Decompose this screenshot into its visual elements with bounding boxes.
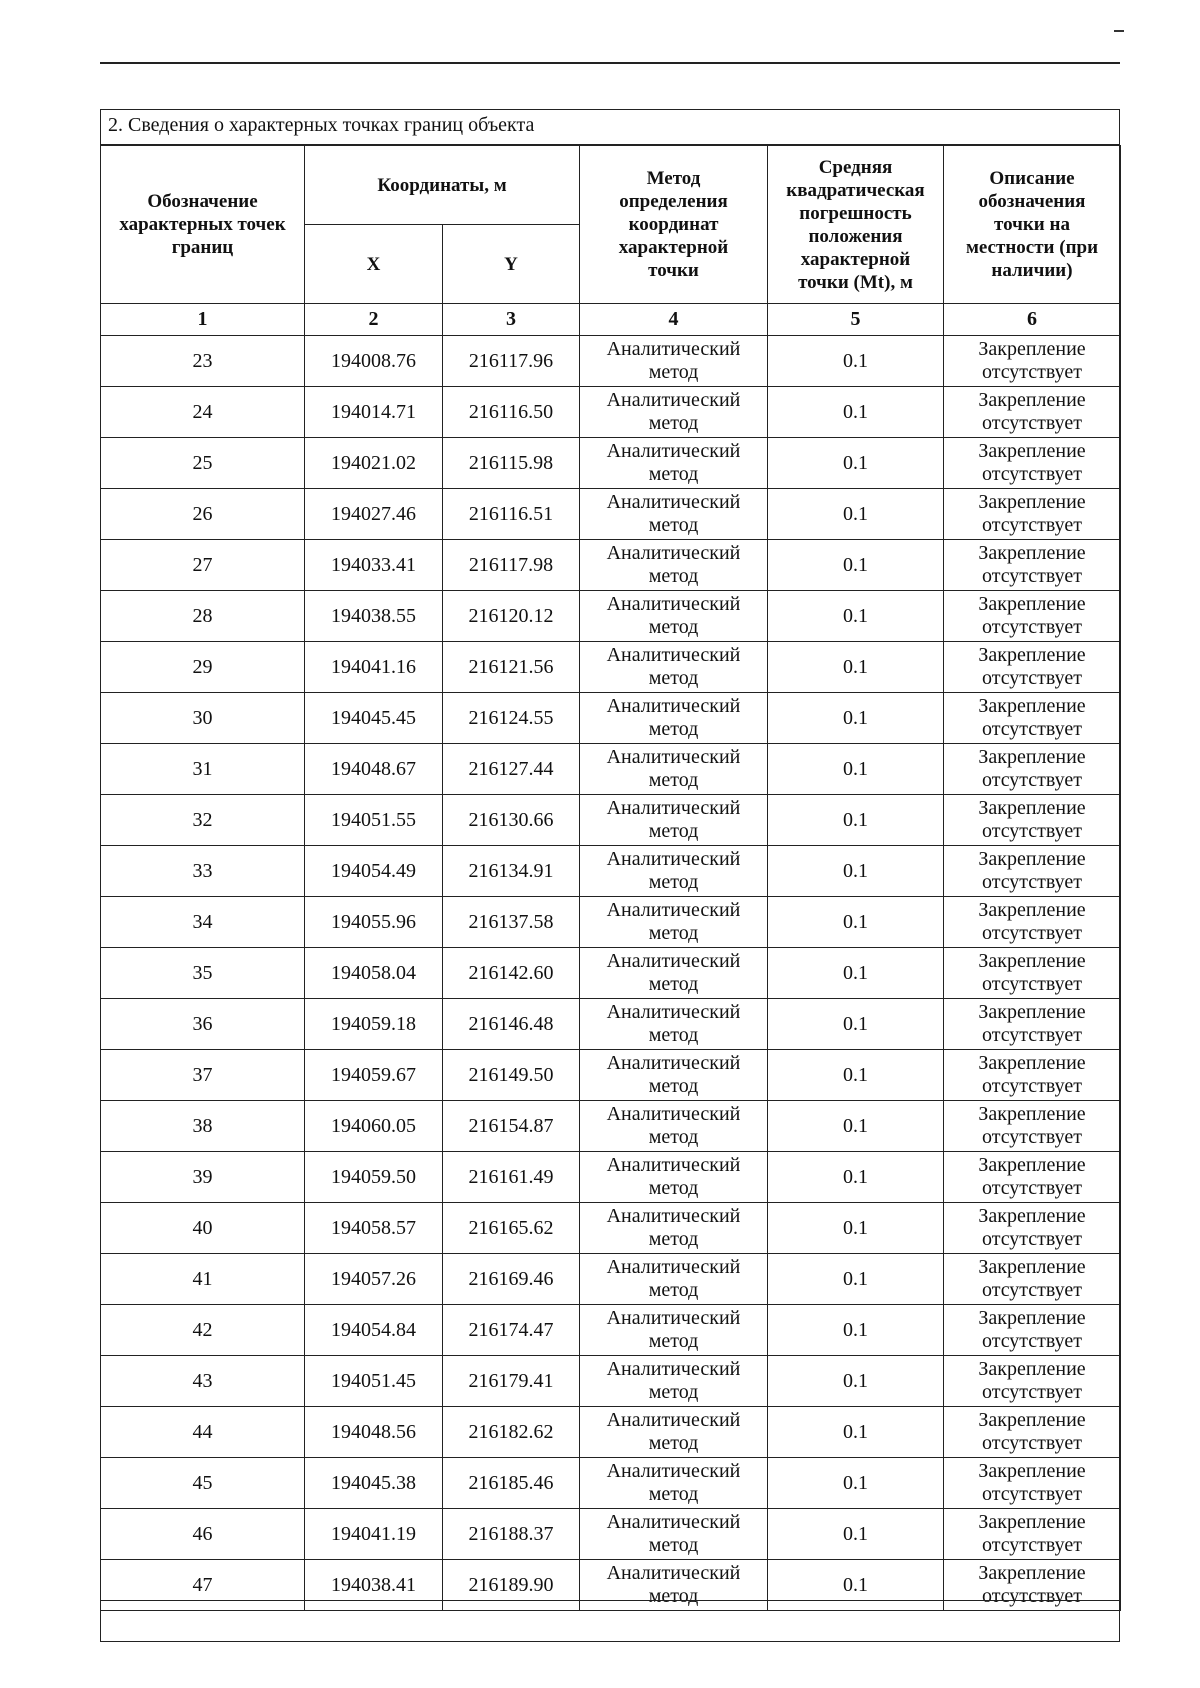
column-number: 6 bbox=[944, 304, 1121, 336]
point-id-cell: 45 bbox=[101, 1458, 305, 1509]
coord-x-cell: 194054.84 bbox=[305, 1305, 443, 1356]
top-rule bbox=[100, 62, 1120, 64]
mean-error-cell: 0.1 bbox=[768, 438, 944, 489]
column-number-row bbox=[101, 304, 1121, 336]
header-method: Метод определения координат характерной точки bbox=[580, 146, 768, 304]
point-id-cell: 43 bbox=[101, 1356, 305, 1407]
description-cell: Закрепление отсутствует bbox=[944, 1101, 1121, 1152]
description-cell: Закрепление отсутствует bbox=[944, 999, 1121, 1050]
coord-x-cell: 194027.46 bbox=[305, 489, 443, 540]
section-title: 2. Сведения о характерных точках границ объекта bbox=[100, 109, 1120, 145]
coord-x-cell: 194021.02 bbox=[305, 438, 443, 489]
point-id-cell: 28 bbox=[101, 591, 305, 642]
method-cell: Аналитический метод bbox=[580, 795, 768, 846]
mean-error-cell: 0.1 bbox=[768, 1458, 944, 1509]
mean-error-cell: 0.1 bbox=[768, 1254, 944, 1305]
method-cell: Аналитический метод bbox=[580, 336, 768, 387]
mean-error-cell: 0.1 bbox=[768, 1203, 944, 1254]
table-row bbox=[101, 1509, 1121, 1560]
description-cell: Закрепление отсутствует bbox=[944, 1152, 1121, 1203]
mean-error-cell: 0.1 bbox=[768, 1050, 944, 1101]
coord-y-cell: 216116.50 bbox=[443, 387, 580, 438]
coord-x-cell: 194041.19 bbox=[305, 1509, 443, 1560]
coord-x-cell: 194045.45 bbox=[305, 693, 443, 744]
table-row bbox=[101, 744, 1121, 795]
method-cell: Аналитический метод bbox=[580, 1101, 768, 1152]
coord-y-cell: 216169.46 bbox=[443, 1254, 580, 1305]
coord-y-cell: 216142.60 bbox=[443, 948, 580, 999]
method-cell: Аналитический метод bbox=[580, 1458, 768, 1509]
table-row bbox=[101, 336, 1121, 387]
description-cell: Закрепление отсутствует bbox=[944, 1050, 1121, 1101]
table-row bbox=[101, 591, 1121, 642]
description-cell: Закрепление отсутствует bbox=[944, 948, 1121, 999]
point-id-cell: 39 bbox=[101, 1152, 305, 1203]
point-id-cell: 30 bbox=[101, 693, 305, 744]
mean-error-cell: 0.1 bbox=[768, 1509, 944, 1560]
table-row bbox=[101, 693, 1121, 744]
point-id-cell: 33 bbox=[101, 846, 305, 897]
coord-y-cell: 216120.12 bbox=[443, 591, 580, 642]
coord-y-cell: 216174.47 bbox=[443, 1305, 580, 1356]
table-row bbox=[101, 1203, 1121, 1254]
mean-error-cell: 0.1 bbox=[768, 1407, 944, 1458]
coord-x-cell: 194038.41 bbox=[305, 1560, 443, 1611]
coord-y-cell: 216161.49 bbox=[443, 1152, 580, 1203]
point-id-cell: 31 bbox=[101, 744, 305, 795]
method-cell: Аналитический метод bbox=[580, 1407, 768, 1458]
description-cell: Закрепление отсутствует bbox=[944, 1203, 1121, 1254]
table-row bbox=[101, 540, 1121, 591]
coord-x-cell: 194033.41 bbox=[305, 540, 443, 591]
method-cell: Аналитический метод bbox=[580, 948, 768, 999]
coord-y-cell: 216134.91 bbox=[443, 846, 580, 897]
coord-x-cell: 194048.67 bbox=[305, 744, 443, 795]
description-cell: Закрепление отсутствует bbox=[944, 1305, 1121, 1356]
description-cell: Закрепление отсутствует bbox=[944, 336, 1121, 387]
description-cell: Закрепление отсутствует bbox=[944, 642, 1121, 693]
method-cell: Аналитический метод bbox=[580, 1560, 768, 1611]
coord-y-cell: 216188.37 bbox=[443, 1509, 580, 1560]
coord-x-cell: 194041.16 bbox=[305, 642, 443, 693]
coord-y-cell: 216137.58 bbox=[443, 897, 580, 948]
method-cell: Аналитический метод bbox=[580, 1152, 768, 1203]
point-id-cell: 42 bbox=[101, 1305, 305, 1356]
description-cell: Закрепление отсутствует bbox=[944, 591, 1121, 642]
mean-error-cell: 0.1 bbox=[768, 897, 944, 948]
description-cell: Закрепление отсутствует bbox=[944, 846, 1121, 897]
method-cell: Аналитический метод bbox=[580, 489, 768, 540]
boundary-points-table bbox=[100, 145, 1121, 1611]
method-cell: Аналитический метод bbox=[580, 999, 768, 1050]
mean-error-cell: 0.1 bbox=[768, 846, 944, 897]
coord-y-cell: 216182.62 bbox=[443, 1407, 580, 1458]
description-cell: Закрепление отсутствует bbox=[944, 744, 1121, 795]
coord-y-cell: 216127.44 bbox=[443, 744, 580, 795]
coord-y-cell: 216116.51 bbox=[443, 489, 580, 540]
mean-error-cell: 0.1 bbox=[768, 999, 944, 1050]
coord-x-cell: 194038.55 bbox=[305, 591, 443, 642]
coord-x-cell: 194051.55 bbox=[305, 795, 443, 846]
method-cell: Аналитический метод bbox=[580, 387, 768, 438]
coord-x-cell: 194058.57 bbox=[305, 1203, 443, 1254]
coord-y-cell: 216121.56 bbox=[443, 642, 580, 693]
point-id-cell: 29 bbox=[101, 642, 305, 693]
description-cell: Закрепление отсутствует bbox=[944, 795, 1121, 846]
table-row bbox=[101, 897, 1121, 948]
mean-error-cell: 0.1 bbox=[768, 540, 944, 591]
mean-error-cell: 0.1 bbox=[768, 1560, 944, 1611]
point-id-cell: 27 bbox=[101, 540, 305, 591]
header-x: X bbox=[305, 225, 443, 304]
coord-x-cell: 194008.76 bbox=[305, 336, 443, 387]
table-row bbox=[101, 489, 1121, 540]
point-id-cell: 24 bbox=[101, 387, 305, 438]
method-cell: Аналитический метод bbox=[580, 693, 768, 744]
coord-y-cell: 216117.96 bbox=[443, 336, 580, 387]
method-cell: Аналитический метод bbox=[580, 540, 768, 591]
point-id-cell: 34 bbox=[101, 897, 305, 948]
coord-x-cell: 194057.26 bbox=[305, 1254, 443, 1305]
table-row bbox=[101, 1101, 1121, 1152]
description-cell: Закрепление отсутствует bbox=[944, 1254, 1121, 1305]
mean-error-cell: 0.1 bbox=[768, 1356, 944, 1407]
mean-error-cell: 0.1 bbox=[768, 795, 944, 846]
coord-y-cell: 216124.55 bbox=[443, 693, 580, 744]
method-cell: Аналитический метод bbox=[580, 1254, 768, 1305]
mean-error-cell: 0.1 bbox=[768, 1152, 944, 1203]
description-cell: Закрепление отсутствует bbox=[944, 693, 1121, 744]
method-cell: Аналитический метод bbox=[580, 1203, 768, 1254]
coord-y-cell: 216154.87 bbox=[443, 1101, 580, 1152]
table-row bbox=[101, 846, 1121, 897]
description-cell: Закрепление отсутствует bbox=[944, 1356, 1121, 1407]
method-cell: Аналитический метод bbox=[580, 1305, 768, 1356]
header-designation: Обозначение характерных точек границ bbox=[101, 146, 305, 304]
description-cell: Закрепление отсутствует bbox=[944, 438, 1121, 489]
table-row bbox=[101, 1254, 1121, 1305]
point-id-cell: 25 bbox=[101, 438, 305, 489]
coord-x-cell: 194014.71 bbox=[305, 387, 443, 438]
method-cell: Аналитический метод bbox=[580, 846, 768, 897]
column-number: 3 bbox=[443, 304, 580, 336]
description-cell: Закрепление отсутствует bbox=[944, 1458, 1121, 1509]
mean-error-cell: 0.1 bbox=[768, 336, 944, 387]
table-row bbox=[101, 1407, 1121, 1458]
coord-y-cell: 216115.98 bbox=[443, 438, 580, 489]
point-id-cell: 37 bbox=[101, 1050, 305, 1101]
point-id-cell: 46 bbox=[101, 1509, 305, 1560]
point-id-cell: 38 bbox=[101, 1101, 305, 1152]
table-row bbox=[101, 438, 1121, 489]
method-cell: Аналитический метод bbox=[580, 897, 768, 948]
coord-y-cell: 216130.66 bbox=[443, 795, 580, 846]
coord-x-cell: 194059.18 bbox=[305, 999, 443, 1050]
table-row bbox=[101, 999, 1121, 1050]
coord-y-cell: 216149.50 bbox=[443, 1050, 580, 1101]
coord-x-cell: 194054.49 bbox=[305, 846, 443, 897]
mean-error-cell: 0.1 bbox=[768, 489, 944, 540]
coord-x-cell: 194051.45 bbox=[305, 1356, 443, 1407]
coord-x-cell: 194060.05 bbox=[305, 1101, 443, 1152]
point-id-cell: 47 bbox=[101, 1560, 305, 1611]
mean-error-cell: 0.1 bbox=[768, 387, 944, 438]
table-row bbox=[101, 642, 1121, 693]
header-description: Описание обозначения точки на местности (при наличии) bbox=[944, 146, 1121, 304]
method-cell: Аналитический метод bbox=[580, 744, 768, 795]
mean-error-cell: 0.1 bbox=[768, 642, 944, 693]
coord-x-cell: 194058.04 bbox=[305, 948, 443, 999]
coord-y-cell: 216117.98 bbox=[443, 540, 580, 591]
header-y: Y bbox=[443, 225, 580, 304]
point-id-cell: 44 bbox=[101, 1407, 305, 1458]
table-row bbox=[101, 1356, 1121, 1407]
table-row bbox=[101, 1560, 1121, 1611]
table-body bbox=[101, 336, 1121, 1611]
description-cell: Закрепление отсутствует bbox=[944, 1560, 1121, 1611]
point-id-cell: 40 bbox=[101, 1203, 305, 1254]
header-coordinates: Координаты, м bbox=[305, 146, 580, 225]
table-row bbox=[101, 948, 1121, 999]
mean-error-cell: 0.1 bbox=[768, 948, 944, 999]
point-id-cell: 36 bbox=[101, 999, 305, 1050]
coord-x-cell: 194045.38 bbox=[305, 1458, 443, 1509]
mean-error-cell: 0.1 bbox=[768, 1101, 944, 1152]
column-number: 2 bbox=[305, 304, 443, 336]
point-id-cell: 26 bbox=[101, 489, 305, 540]
point-id-cell: 41 bbox=[101, 1254, 305, 1305]
coord-x-cell: 194055.96 bbox=[305, 897, 443, 948]
method-cell: Аналитический метод bbox=[580, 438, 768, 489]
column-number: 1 bbox=[101, 304, 305, 336]
table-row bbox=[101, 1050, 1121, 1101]
bottom-rule bbox=[100, 1600, 1120, 1601]
mean-error-cell: 0.1 bbox=[768, 744, 944, 795]
table-row bbox=[101, 1305, 1121, 1356]
column-number: 4 bbox=[580, 304, 768, 336]
table-row bbox=[101, 387, 1121, 438]
corner-dash bbox=[1114, 30, 1124, 32]
coord-y-cell: 216189.90 bbox=[443, 1560, 580, 1611]
coord-x-cell: 194059.50 bbox=[305, 1152, 443, 1203]
coord-y-cell: 216146.48 bbox=[443, 999, 580, 1050]
table-row bbox=[101, 1458, 1121, 1509]
point-id-cell: 32 bbox=[101, 795, 305, 846]
mean-error-cell: 0.1 bbox=[768, 591, 944, 642]
description-cell: Закрепление отсутствует bbox=[944, 540, 1121, 591]
method-cell: Аналитический метод bbox=[580, 1509, 768, 1560]
description-cell: Закрепление отсутствует bbox=[944, 897, 1121, 948]
method-cell: Аналитический метод bbox=[580, 642, 768, 693]
point-id-cell: 23 bbox=[101, 336, 305, 387]
coord-x-cell: 194059.67 bbox=[305, 1050, 443, 1101]
description-cell: Закрепление отсутствует bbox=[944, 1407, 1121, 1458]
point-id-cell: 35 bbox=[101, 948, 305, 999]
coord-y-cell: 216165.62 bbox=[443, 1203, 580, 1254]
method-cell: Аналитический метод bbox=[580, 1050, 768, 1101]
mean-error-cell: 0.1 bbox=[768, 1305, 944, 1356]
description-cell: Закрепление отсутствует bbox=[944, 387, 1121, 438]
column-number: 5 bbox=[768, 304, 944, 336]
description-cell: Закрепление отсутствует bbox=[944, 1509, 1121, 1560]
method-cell: Аналитический метод bbox=[580, 591, 768, 642]
table-row bbox=[101, 1152, 1121, 1203]
mean-error-cell: 0.1 bbox=[768, 693, 944, 744]
coord-y-cell: 216185.46 bbox=[443, 1458, 580, 1509]
coord-y-cell: 216179.41 bbox=[443, 1356, 580, 1407]
table-row bbox=[101, 795, 1121, 846]
header-mean-error: Средняя квадратическая погрешность положения характерной точки (Mt), м bbox=[768, 146, 944, 304]
coord-x-cell: 194048.56 bbox=[305, 1407, 443, 1458]
method-cell: Аналитический метод bbox=[580, 1356, 768, 1407]
description-cell: Закрепление отсутствует bbox=[944, 489, 1121, 540]
